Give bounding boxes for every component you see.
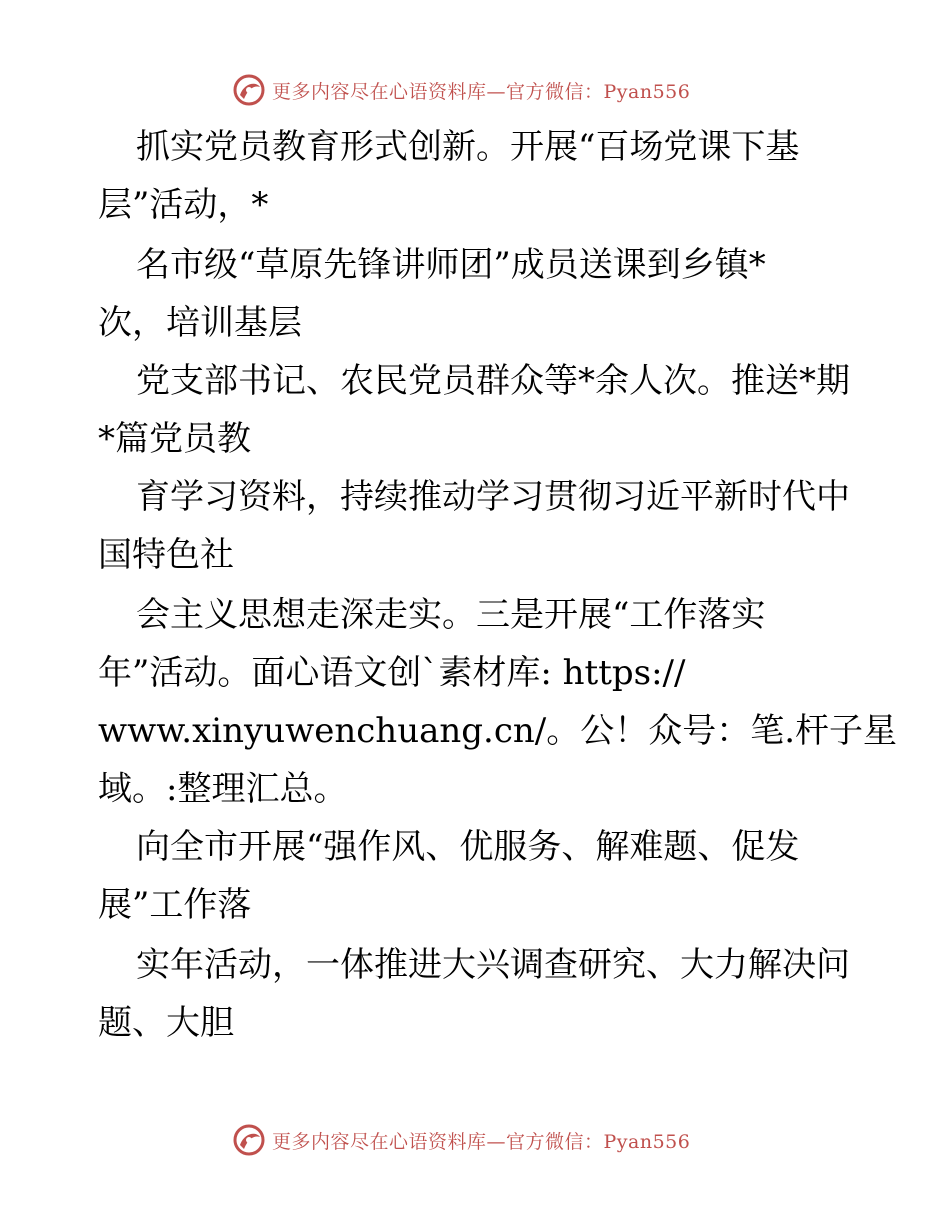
footer-banner-text: 更多内容尽在心语资料库—官方微信：Pyan556 bbox=[272, 1130, 691, 1153]
body-line: 题、大胆 bbox=[98, 1003, 234, 1043]
body-line: 域。:整理汇总。 bbox=[98, 769, 348, 809]
brand-logo-icon bbox=[232, 1123, 266, 1157]
body-line: 向全市开展“强作风、优服务、解难题、促发 bbox=[136, 827, 800, 867]
body-line: 次，培训基层 bbox=[98, 303, 302, 343]
brand-logo-icon bbox=[232, 73, 266, 107]
body-line: 抓实党员教育形式创新。开展“百场党课下基 bbox=[136, 127, 800, 167]
body-line: 名市级“草原先锋讲师团”成员送课到乡镇* bbox=[136, 245, 766, 285]
body-line: 展”工作落 bbox=[98, 885, 252, 925]
body-line: 育学习资料，持续推动学习贯彻习近平新时代中 bbox=[136, 477, 850, 517]
body-line: *篇党员教 bbox=[98, 419, 251, 459]
body-line: 实年活动，一体推进大兴调查研究、大力解决问 bbox=[136, 945, 850, 985]
body-line: 国特色社 bbox=[98, 535, 234, 575]
header-banner-text: 更多内容尽在心语资料库—官方微信：Pyan556 bbox=[272, 80, 691, 103]
header-watermark-banner bbox=[232, 72, 690, 108]
body-line: 年”活动。面心语文创`素材库: https:// bbox=[98, 653, 686, 693]
body-line: 党支部书记、农民党员群众等*余人次。推送*期 bbox=[136, 361, 850, 401]
footer-watermark-banner bbox=[232, 1122, 690, 1158]
body-line: 层”活动，* bbox=[98, 185, 269, 225]
body-line: 会主义思想走深走实。三是开展“工作落实 bbox=[136, 595, 766, 635]
body-line: www.xinyuwenchuang.cn/。公！众号：笔.杆子星 bbox=[98, 711, 898, 751]
